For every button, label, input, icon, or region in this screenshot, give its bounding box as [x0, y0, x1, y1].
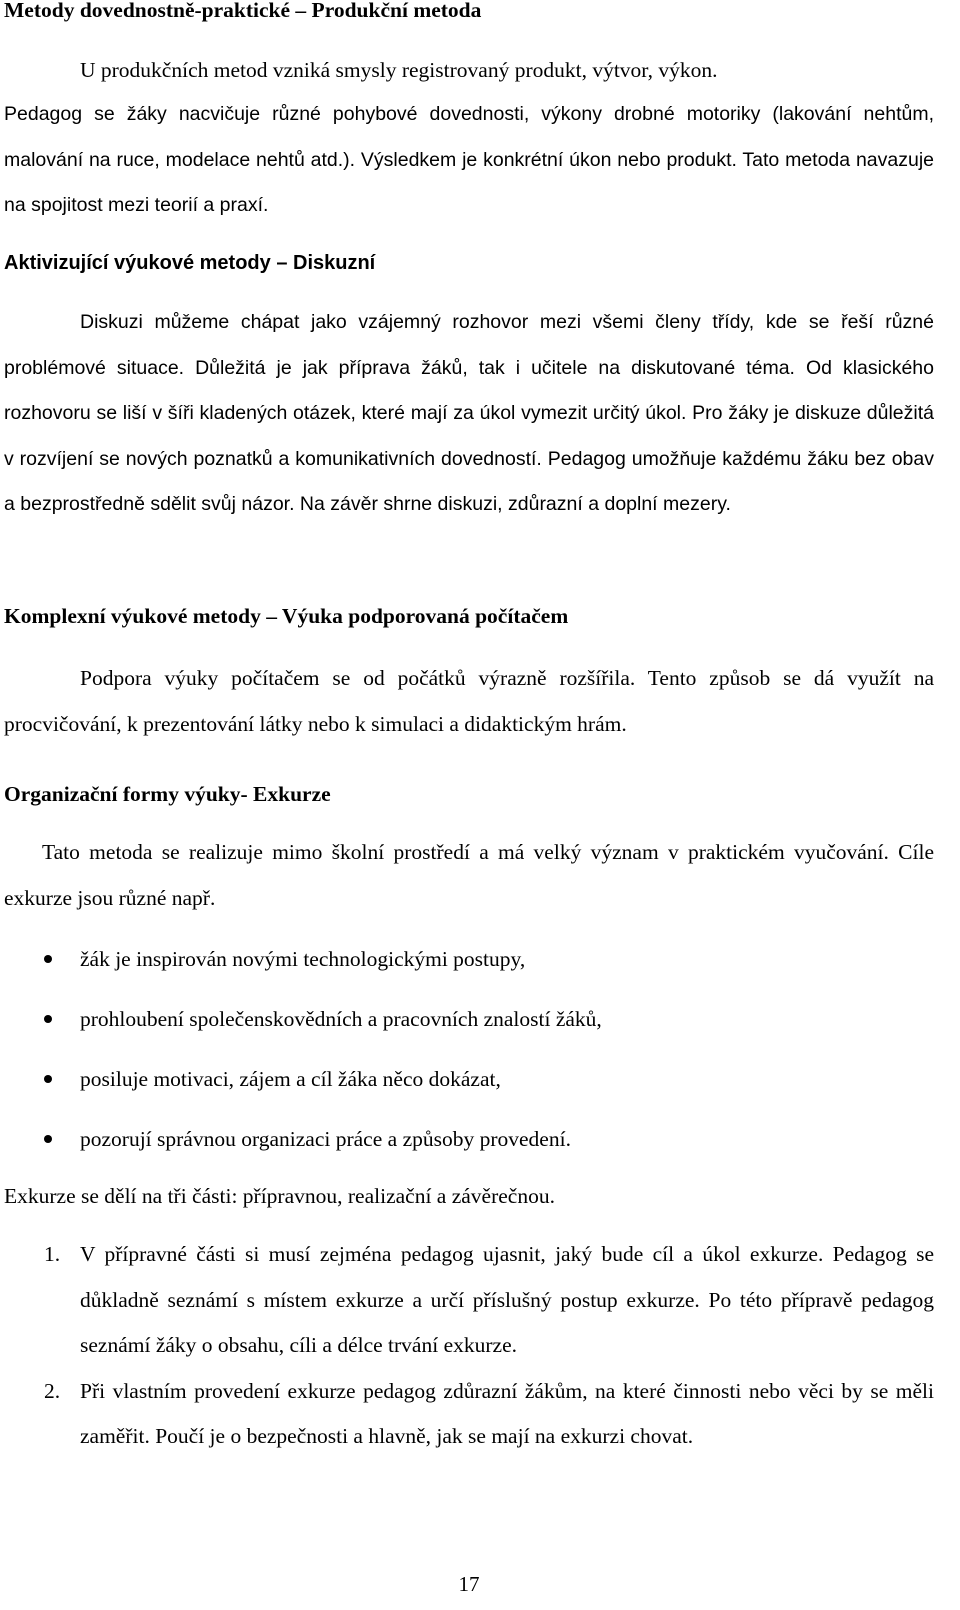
section-heading-diskuzni: Aktivizující výukové metody – Diskuzní	[4, 252, 376, 274]
paragraph-komplexni: Podpora výuky počítačem se od počátků výrazně rozšířila. Tento způsob se dá využít na procvičování, k prezentování látky nebo k simulaci a didaktickým hrám.	[4, 666, 934, 736]
list-item: posiluje motivaci, zájem a cíl žáka něco dokázat,	[4, 1064, 934, 1124]
page-number: 17	[458, 1572, 480, 1596]
list-item: pozorují správnou organizaci práce a způsoby provedení.	[4, 1124, 934, 1184]
bullet-icon	[44, 1015, 52, 1023]
section-heading-exkurze: Organizační formy výuky- Exkurze	[4, 782, 331, 806]
section-heading-produkcni: Metody dovednostně-praktické – Produkční metoda	[4, 0, 482, 22]
bullet-icon	[44, 1075, 52, 1083]
paragraph-diskuzni: Diskuzi můžeme chápat jako vzájemný rozhovor mezi všemi členy třídy, kde se řeší různé problémové situace. Důležitá je jak příprava žáků, tak i učitele na diskutované téma. Od klasického rozhovoru se liší v šíři kladených otázek, které mají za úkol vymezit určitý úkol. Pro žáky je diskuze důležitá v rozvíjení se nových poznatků a komunikativních dovedností. Pedagog umožňuje každému žáku bez obav a bezprostředně sdělit svůj názor. Na závěr shrne diskuzi, zdůrazní a doplní mezery.	[4, 311, 934, 515]
paragraph-exkurze-parts: Exkurze se dělí na tři části: přípravnou, realizační a závěrečnou.	[4, 1184, 555, 1208]
paragraph-produkcni-body: Pedagog se žáky nacvičuje různé pohybové dovednosti, výkony drobné motoriky (lakování nehtům, malování na ruce, modelace nehtů atd.). Výsledkem je konkrétní úkon nebo produkt. Tato metoda navazuje na spojitost mezi teorií a praxí.	[4, 103, 934, 216]
bullet-icon	[44, 955, 52, 963]
exkurze-goals-list	[4, 944, 934, 1184]
paragraph-exkurze: Tato metoda se realizuje mimo školní prostředí a má velký význam v praktickém vyučování. Cíle exkurze jsou různé např.	[4, 840, 934, 910]
list-item: 1. V přípravné části si musí zejména pedagog ujasnit, jaký bude cíl a úkol exkurze. Pedagog se důkladně seznámí s místem exkurze a určí příslušný postup exkurze. Po této přípravě pedagog seznámí žáky o obsahu, cíli a délce trvání exkurze.	[44, 1242, 934, 1357]
list-item: žák je inspirován novými technologickými postupy,	[4, 944, 934, 1004]
section-heading-komplexni: Komplexní výukové metody – Výuka podporovaná počítačem	[4, 604, 569, 628]
list-item: 2. Při vlastním provedení exkurze pedagog zdůrazní žákům, na které činnosti nebo věci by se měli zaměřit. Poučí je o bezpečnosti a hlavně, jak se mají na exkurzi chovat.	[44, 1378, 934, 1448]
paragraph-produkcni-intro: U produkčních metod vzniká smysly registrovaný produkt, výtvor, výkon.	[80, 58, 718, 82]
bullet-icon	[44, 1135, 52, 1143]
exkurze-steps-list	[4, 1232, 934, 1460]
list-item: prohloubení společenskovědních a pracovních znalostí žáků,	[4, 1004, 934, 1064]
